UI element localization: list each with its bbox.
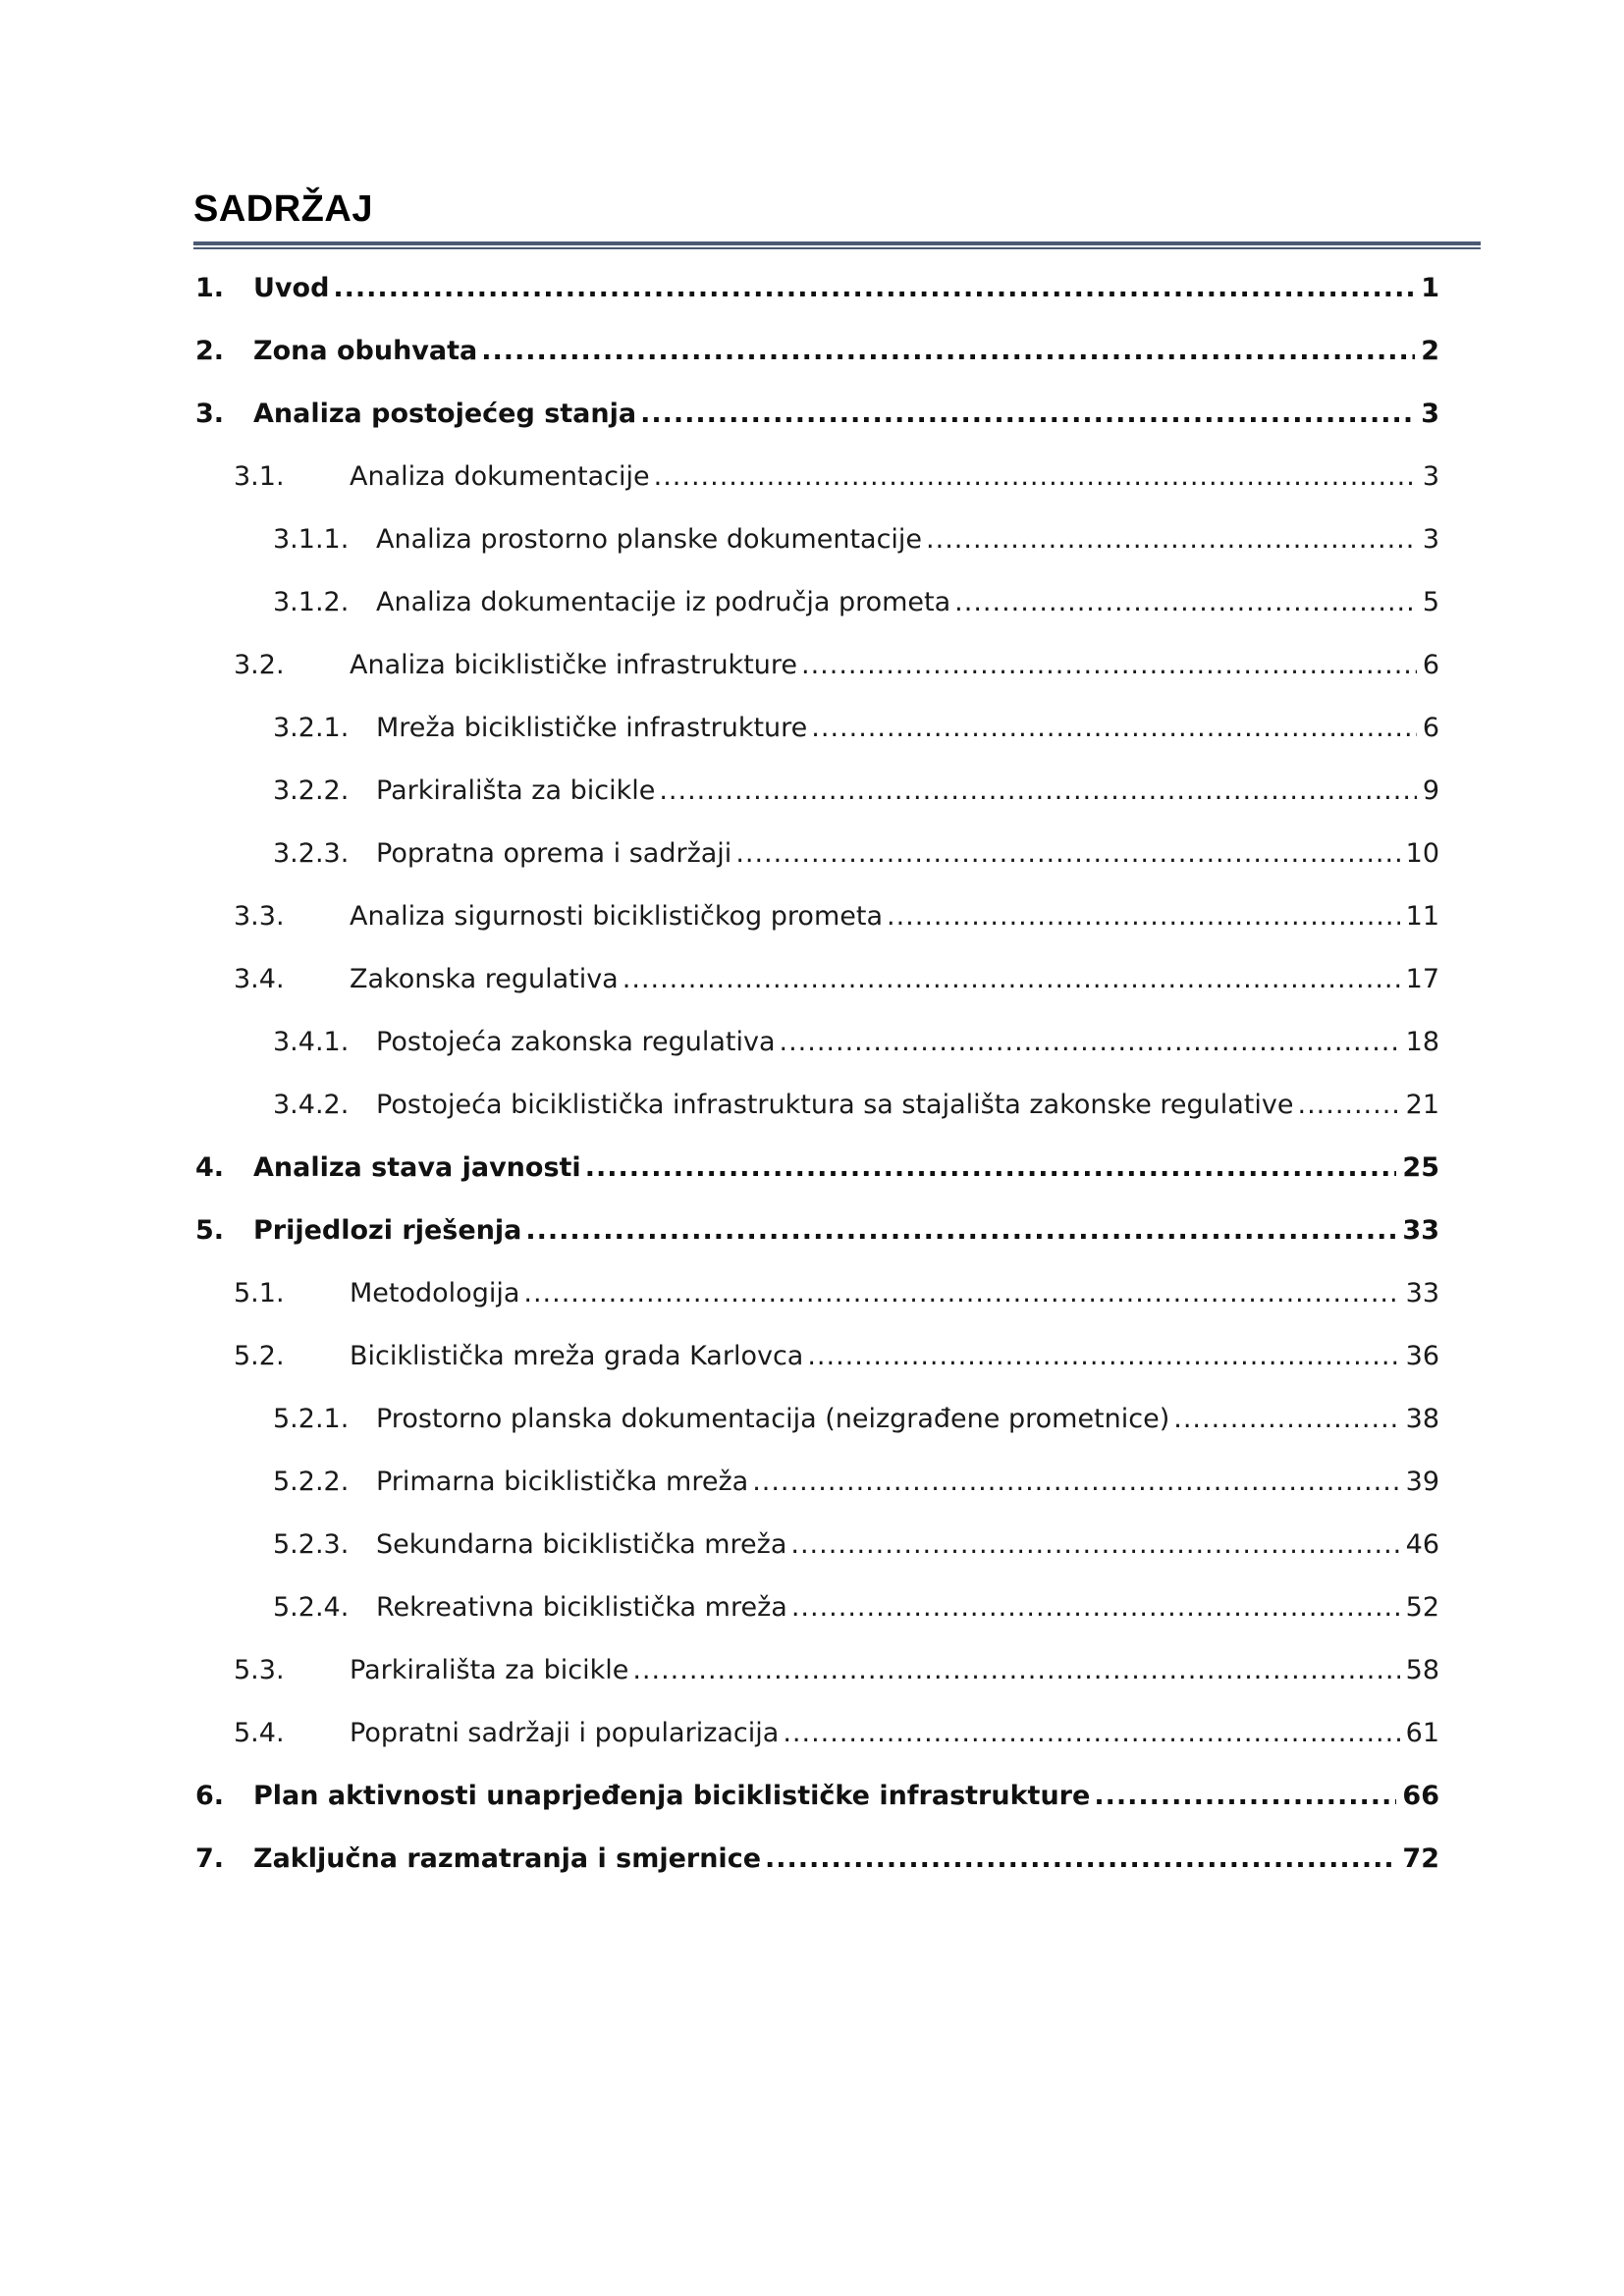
toc-dot-leader	[926, 520, 1417, 560]
toc-entry-line	[376, 1400, 1439, 1439]
toc-entry-page-number[interactable]: 52	[1405, 1592, 1439, 1623]
toc-entry-title[interactable]: Popratna oprema i sadržaji	[376, 838, 732, 869]
toc-entry-line	[350, 897, 1439, 936]
toc-entry-number: 3.2.2.	[273, 775, 350, 806]
toc-dot-leader	[632, 1651, 1399, 1690]
toc-entry-page-number[interactable]: 33	[1402, 1215, 1439, 1246]
toc-entry-line	[376, 834, 1439, 874]
toc-entry-page-number[interactable]: 10	[1405, 838, 1439, 869]
toc-entry-line	[253, 1211, 1439, 1251]
toc-dot-leader	[623, 960, 1400, 999]
toc-entry-number: 3.4.1.	[273, 1027, 350, 1057]
toc-entry-number: 5.2.2.	[273, 1467, 350, 1497]
toc-entry-number: 5.4.	[234, 1718, 285, 1748]
toc-entry[interactable]	[0, 1651, 1624, 1690]
toc-entry-page-number[interactable]: 11	[1405, 901, 1439, 932]
toc-entry-title[interactable]: Zaključna razmatranja i smjernice	[253, 1843, 762, 1874]
toc-entry-page-number[interactable]: 38	[1405, 1404, 1439, 1434]
toc-entry-title[interactable]: Parkirališta za bicikle	[350, 1655, 629, 1685]
toc-entry-title[interactable]: Analiza sigurnosti biciklističkog prometa	[350, 901, 883, 932]
toc-entry[interactable]	[0, 1714, 1624, 1753]
toc-entry[interactable]	[0, 1086, 1624, 1125]
toc-entry-page-number[interactable]: 61	[1405, 1718, 1439, 1748]
toc-entry-number: 5.1.	[234, 1278, 285, 1308]
toc-entry-page-number[interactable]: 46	[1405, 1529, 1439, 1560]
toc-entry-number: 5.	[195, 1215, 225, 1246]
toc-dot-leader	[525, 1211, 1396, 1251]
toc-entry[interactable]	[0, 332, 1624, 371]
toc-entry[interactable]	[0, 1777, 1624, 1816]
toc-entry-title[interactable]: Analiza dokumentacije	[350, 461, 650, 492]
toc-dot-leader	[954, 583, 1417, 622]
toc-entry[interactable]	[0, 646, 1624, 685]
toc-dot-leader	[765, 1840, 1396, 1879]
toc-entry[interactable]	[0, 1337, 1624, 1376]
toc-entry-page-number[interactable]: 6	[1422, 713, 1439, 743]
toc-entry-page-number[interactable]: 3	[1421, 399, 1439, 429]
toc-entry-line	[376, 1525, 1439, 1565]
toc-entry-number: 1.	[195, 273, 225, 303]
toc-entry-line	[376, 1086, 1439, 1125]
toc-entry-title[interactable]: Primarna biciklistička mreža	[376, 1467, 749, 1497]
toc-entry-title[interactable]: Biciklistička mreža grada Karlovca	[350, 1341, 804, 1371]
toc-entry-line	[350, 646, 1439, 685]
toc-entry[interactable]	[0, 1525, 1624, 1565]
toc-entry-page-number[interactable]: 3	[1422, 461, 1439, 492]
toc-entry-title[interactable]: Prijedlozi rješenja	[253, 1215, 522, 1246]
toc-dot-leader	[1297, 1086, 1399, 1125]
toc-dot-leader	[1173, 1400, 1399, 1439]
toc-entry[interactable]	[0, 395, 1624, 434]
toc-entry-page-number[interactable]: 39	[1405, 1467, 1439, 1497]
toc-entry[interactable]	[0, 1274, 1624, 1313]
toc-entry[interactable]	[0, 520, 1624, 560]
toc-entry[interactable]	[0, 1588, 1624, 1628]
toc-entry[interactable]	[0, 1840, 1624, 1879]
toc-entry-line	[376, 1023, 1439, 1062]
toc-dot-leader	[654, 457, 1417, 497]
toc-entry-number: 3.4.2.	[273, 1090, 350, 1120]
toc-entry-line	[350, 960, 1439, 999]
toc-dot-leader	[585, 1148, 1397, 1188]
toc-dot-leader	[887, 897, 1400, 936]
toc-entry-page-number[interactable]: 18	[1405, 1027, 1439, 1057]
toc-entry[interactable]	[0, 583, 1624, 622]
toc-entry-page-number[interactable]: 3	[1422, 524, 1439, 555]
toc-entry-page-number[interactable]: 5	[1422, 587, 1439, 617]
toc-entry-line	[253, 332, 1439, 371]
toc-entry-line	[376, 1588, 1439, 1628]
toc-entry-number: 2.	[195, 336, 225, 366]
toc-dot-leader	[752, 1463, 1399, 1502]
toc-title: SADRŽAJ	[193, 188, 373, 230]
toc-entry-number: 3.1.	[234, 461, 285, 492]
toc-dot-leader	[523, 1274, 1399, 1313]
toc-entry-page-number[interactable]: 2	[1421, 336, 1439, 366]
toc-entry-line	[253, 1148, 1439, 1188]
toc-dot-leader	[640, 395, 1415, 434]
toc-entry-title[interactable]: Analiza postojećeg stanja	[253, 399, 637, 429]
toc-dot-leader	[481, 332, 1415, 371]
toc-dot-leader	[659, 772, 1416, 811]
toc-entry-title[interactable]: Parkirališta za bicikle	[376, 775, 656, 806]
toc-entry-number: 3.1.2.	[273, 587, 350, 617]
toc-entry-number: 7.	[195, 1843, 225, 1874]
toc-entry-page-number[interactable]: 1	[1421, 273, 1439, 303]
toc-entry-title[interactable]: Zakonska regulativa	[350, 964, 619, 994]
toc-dot-leader	[811, 709, 1417, 748]
toc-entry-title[interactable]: Postojeća biciklistička infrastruktura sa stajališta zakonske regulative	[376, 1090, 1294, 1120]
toc-entry-title[interactable]: Metodologija	[350, 1278, 520, 1308]
toc-entry-line	[376, 709, 1439, 748]
toc-entry-title[interactable]: Rekreativna biciklistička mreža	[376, 1592, 787, 1623]
toc-entry-line	[253, 395, 1439, 434]
toc-entry-page-number[interactable]: 9	[1422, 775, 1439, 806]
toc-entry-line	[376, 583, 1439, 622]
toc-entry[interactable]	[0, 897, 1624, 936]
toc-dot-leader	[801, 646, 1417, 685]
toc-entry-number: 3.4.	[234, 964, 285, 994]
toc-entry[interactable]	[0, 709, 1624, 748]
toc-dot-leader	[780, 1023, 1400, 1062]
toc-entry-page-number[interactable]: 36	[1405, 1341, 1439, 1371]
title-underline	[193, 241, 1481, 251]
toc-entry-number: 3.3.	[234, 901, 285, 932]
toc-entry-line	[376, 520, 1439, 560]
toc-entry-title[interactable]: Analiza stava javnosti	[253, 1152, 581, 1183]
title-underline-thin	[193, 247, 1481, 249]
toc-entry[interactable]	[0, 1211, 1624, 1251]
toc-entry-number: 3.1.1.	[273, 524, 350, 555]
title-underline-thick	[193, 241, 1481, 245]
toc-dot-leader	[791, 1588, 1400, 1628]
toc-entry-title[interactable]: Uvod	[253, 273, 330, 303]
toc-entry-title[interactable]: Plan aktivnosti unaprjeđenja biciklističke infrastrukture	[253, 1781, 1091, 1811]
toc-entry[interactable]	[0, 1400, 1624, 1439]
toc-entry-line	[350, 457, 1439, 497]
toc-entry[interactable]	[0, 269, 1624, 308]
toc-dot-leader	[783, 1714, 1399, 1753]
toc-entry-number: 3.	[195, 399, 225, 429]
toc-entry-line	[376, 772, 1439, 811]
toc-entry-line	[253, 269, 1439, 308]
toc-entry[interactable]	[0, 1148, 1624, 1188]
toc-entry-line	[350, 1274, 1439, 1313]
toc-entry[interactable]	[0, 772, 1624, 811]
toc-entry-number: 6.	[195, 1781, 225, 1811]
toc-entry-title[interactable]: Prostorno planska dokumentacija (neizgrađene prometnice)	[376, 1404, 1170, 1434]
toc-entry-title[interactable]: Zona obuhvata	[253, 336, 478, 366]
toc-entry-number: 3.2.	[234, 650, 285, 680]
toc-entry-page-number[interactable]: 25	[1402, 1152, 1439, 1183]
toc-entry-page-number[interactable]: 66	[1402, 1781, 1439, 1811]
toc-entry-line	[253, 1840, 1439, 1879]
toc-entry-title[interactable]: Mreža biciklističke infrastrukture	[376, 713, 808, 743]
toc-entry-line	[350, 1714, 1439, 1753]
toc-entry[interactable]	[0, 1463, 1624, 1502]
toc-entry-page-number[interactable]: 21	[1405, 1090, 1439, 1120]
toc-entry-number: 5.2.1.	[273, 1404, 350, 1434]
toc-entry-page-number[interactable]: 33	[1405, 1278, 1439, 1308]
toc-entry-line	[350, 1337, 1439, 1376]
toc-entry-line	[350, 1651, 1439, 1690]
toc-dot-leader	[1094, 1777, 1396, 1816]
toc-entry[interactable]	[0, 834, 1624, 874]
toc-entry-page-number[interactable]: 72	[1402, 1843, 1439, 1874]
toc-dot-leader	[735, 834, 1399, 874]
toc-entry-title[interactable]: Popratni sadržaji i popularizacija	[350, 1718, 780, 1748]
toc-entry-title[interactable]: Analiza prostorno planske dokumentacije	[376, 524, 923, 555]
toc-dot-leader	[790, 1525, 1399, 1565]
toc-entry-number: 5.2.3.	[273, 1529, 350, 1560]
toc-entry-number: 5.2.4.	[273, 1592, 350, 1623]
toc-entry-page-number[interactable]: 17	[1405, 964, 1439, 994]
toc-entry-number: 4.	[195, 1152, 225, 1183]
toc-entry-line	[376, 1463, 1439, 1502]
toc-entry-title[interactable]: Sekundarna biciklistička mreža	[376, 1529, 787, 1560]
toc-entry[interactable]	[0, 457, 1624, 497]
toc-entry-line	[253, 1777, 1439, 1816]
toc-entry-number: 5.3.	[234, 1655, 285, 1685]
toc-entry[interactable]	[0, 960, 1624, 999]
toc-entry-title[interactable]: Analiza biciklističke infrastrukture	[350, 650, 798, 680]
toc-entry-page-number[interactable]: 6	[1422, 650, 1439, 680]
toc-dot-leader	[333, 269, 1415, 308]
toc-entry-number: 3.2.3.	[273, 838, 350, 869]
toc-entry-number: 5.2.	[234, 1341, 285, 1371]
toc-entry[interactable]	[0, 1023, 1624, 1062]
toc-dot-leader	[807, 1337, 1399, 1376]
toc-entry-page-number[interactable]: 58	[1405, 1655, 1439, 1685]
toc-entry-title[interactable]: Analiza dokumentacije iz područja prometa	[376, 587, 951, 617]
toc-entry-title[interactable]: Postojeća zakonska regulativa	[376, 1027, 776, 1057]
toc-entry-number: 3.2.1.	[273, 713, 350, 743]
